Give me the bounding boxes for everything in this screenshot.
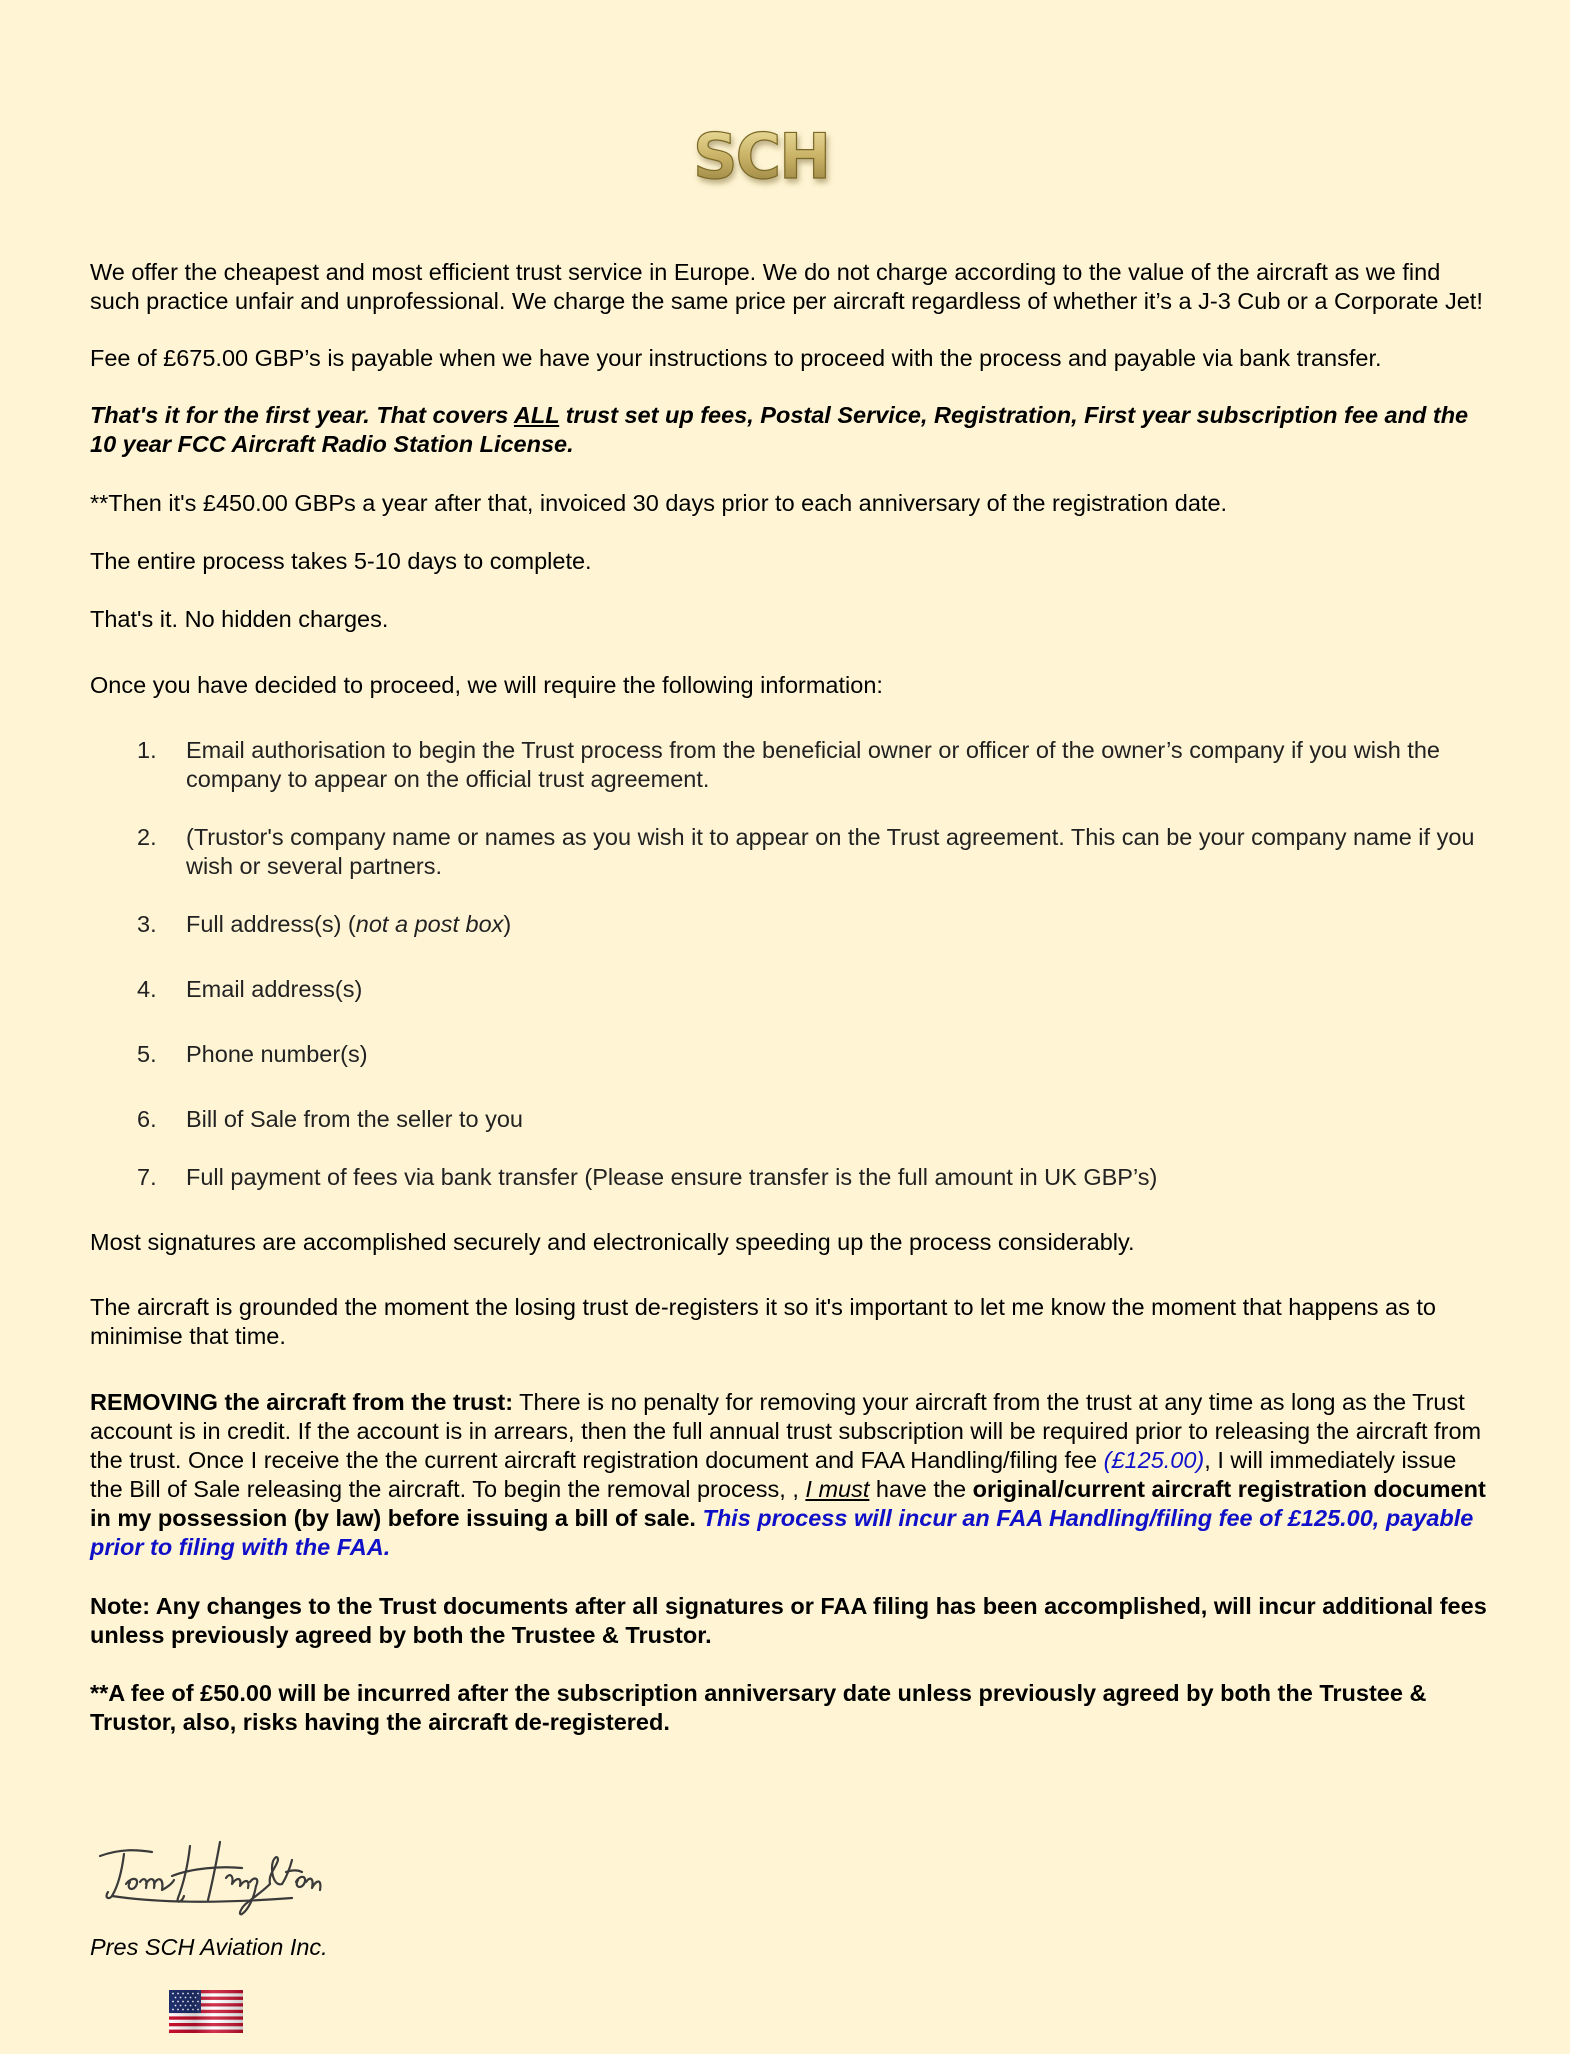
svg-text:SCH: SCH	[692, 122, 830, 193]
list-item: 6. Bill of Sale from the seller to you	[137, 1106, 523, 1132]
us-flag-icon	[169, 1990, 243, 2033]
requirements-intro: Once you have decided to proceed, we will require the following information:	[90, 672, 883, 698]
signatures-paragraph: Most signatures are accomplished securely and electronically speeding up the process considerably.	[90, 1229, 1135, 1255]
list-item: 5. Phone number(s)	[137, 1041, 368, 1067]
list-item: 2. (Trustor's company name or names as you wish it to appear on the Trust agreement. This can be your company name if you wish or several partners.	[137, 824, 1475, 879]
signoff-title: Pres SCH Aviation Inc.	[90, 1934, 328, 1960]
sch-logo	[670, 122, 852, 194]
intro-paragraph: We offer the cheapest and most efficient trust service in Europe. We do not charge according to the value of the aircraft as we find such practice unfair and unprofessional. We charge the same price per aircraft regardless of whether it’s a J-3 Cub or a Corporate Jet!	[90, 259, 1483, 314]
list-item: 7. Full payment of fees via bank transfer (Please ensure transfer is the full amount in UK GBP’s)	[137, 1164, 1158, 1190]
duration-paragraph: The entire process takes 5-10 days to complete.	[90, 548, 592, 574]
removing-paragraph: REMOVING the aircraft from the trust: There is no penalty for removing your aircraft from the trust at any time as long as the Trust account is in credit. If the account is in arrears, then the full annual trust subscription will be required prior to releasing the aircraft from the trust. Once I receive the the current aircraft registration document and FAA Handling/filing fee (£125.00), I will immediately issue the Bill of Sale releasing the aircraft. To begin the removal process, , I must have the original/current aircraft registration document in my possession (by law) before issuing a bill of sale. This process will incur an FAA Handling/filing fee of £125.00, payable prior to filing with the FAA.	[90, 1389, 1486, 1560]
annual-fee-paragraph: **Then it's £450.00 GBPs a year after that, invoiced 30 days prior to each anniversary of the registration date.	[90, 490, 1228, 516]
grounded-paragraph: The aircraft is grounded the moment the losing trust de-registers it so it's important to let me know the moment that happens as to minimise that time.	[90, 1294, 1436, 1349]
list-item: 3. Full address(s) (not a post box)	[137, 911, 512, 937]
first-year-paragraph: That's it for the first year. That covers ALL trust set up fees, Postal Service, Registration, First year subscription fee and the 10 year FCC Aircraft Radio Station License.	[90, 402, 1469, 457]
no-hidden-charges-paragraph: That's it. No hidden charges.	[90, 606, 389, 632]
fee-paragraph: Fee of £675.00 GBP’s is payable when we have your instructions to proceed with the process and payable via bank transfer.	[90, 345, 1382, 371]
list-item: 1. Email authorisation to begin the Trust process from the beneficial owner or officer of the owner’s company if you wish the company to appear on the official trust agreement.	[137, 737, 1440, 792]
handwritten-signature	[92, 1838, 324, 1920]
list-item: 4. Email address(s)	[137, 976, 363, 1002]
late-fee-paragraph: **A fee of £50.00 will be incurred after the subscription anniversary date unless previously agreed by both the Trustee & Trustor, also, risks having the aircraft de-registered.	[90, 1680, 1427, 1735]
letter-body	[90, 258, 1490, 1737]
note-paragraph: Note: Any changes to the Trust documents after all signatures or FAA filing has been accomplished, will incur additional fees unless previously agreed by both the Trustee & Trustor.	[90, 1593, 1487, 1648]
requirements-list	[90, 736, 1490, 1192]
